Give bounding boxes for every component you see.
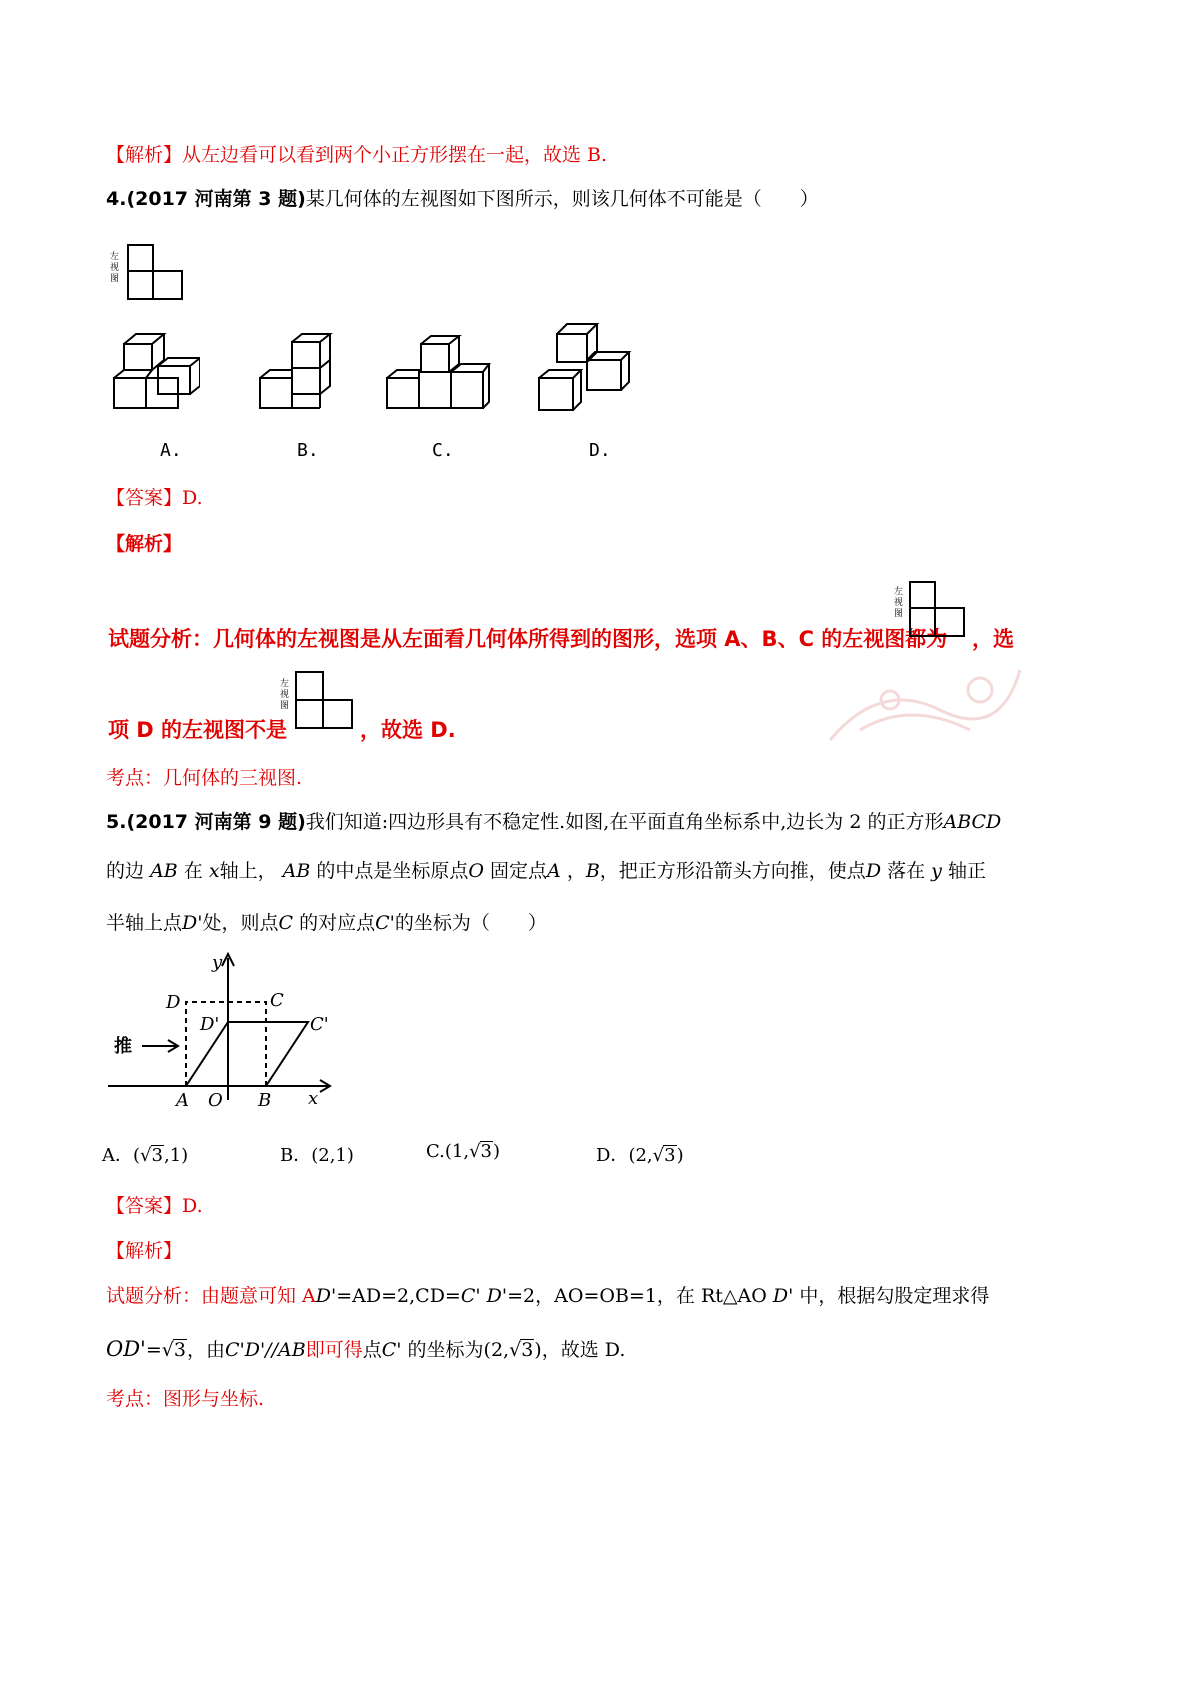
option-open: (2, [628,1145,653,1166]
label-y: y [212,952,223,973]
q4-analysis-line-2-tail: ，故选 D. [360,718,456,742]
point-a: A [547,860,561,882]
text: 点 [362,1339,382,1361]
answer-tag: 【答案】 [106,487,183,509]
math: 3 [173,1339,186,1361]
q4-stem [106,185,819,213]
text: 半轴上点 [106,912,183,934]
q5-option-a: A．(√3,1) [102,1145,189,1166]
q5-number: 5. [106,811,127,833]
option-letter: A． [102,1145,133,1166]
coordinate-figure [104,950,344,1110]
left-view-inline-2 [272,670,354,732]
answer-tag: 【答案】 [106,1195,183,1217]
text: 固定点 [490,860,548,882]
segment-ab: AB [150,860,178,882]
analysis-tag: 【解析】 [106,533,183,555]
text: 的坐标为 [407,1339,484,1361]
answer-value: D. [182,1195,203,1217]
text: 即可得 [305,1339,363,1361]
square-name: ABCD [943,811,1002,833]
text: 的对应点 [299,912,376,934]
text: 中，根据勾股定理求得 [799,1285,990,1307]
q5-analysis-tag [106,1237,182,1265]
q5-stem-2 [106,857,986,885]
math: C'D'//AB [224,1339,306,1361]
x-var: x [208,860,220,882]
option-rest: ) [493,1141,501,1162]
option-open: ( [133,1145,141,1166]
q5-analysis-line-2: OD'=√3，由C'D'//AB即可得点C' 的坐标为(2,√3)，故选 D. [106,1337,626,1361]
math: D' [486,1285,508,1307]
text: ，把正方形沿箭头方向推，使点 [599,860,866,882]
point-b: B [585,860,600,882]
text: (2, [483,1339,510,1361]
text: ，由 [186,1339,225,1361]
label-b: B [258,1090,272,1110]
q5-analysis-line-1 [106,1282,989,1310]
option-d-figure [533,320,633,414]
option-a-label: A. [160,440,182,461]
option-d-label: D. [589,440,611,461]
option-rest: ) [676,1145,684,1166]
option-a-figure [108,330,200,414]
watermark-decoration [820,640,1030,750]
point-c: C [278,912,294,934]
push-label: 推 [114,1036,132,1057]
q4-analysis-line-1: 试题分析：几何体的左视图是从左面看几何体所得到的图形，选项 A、B、C 的左视图都为 [108,627,948,651]
q5-answer [106,1192,203,1220]
q5-option-b [280,1141,354,1167]
text: ，故选 D. [541,1339,626,1361]
q4-analysis-tag [106,530,182,558]
q3-analysis [106,141,607,169]
left-view-label: 左视图 [110,252,120,284]
kaodian-text: 考点：几何体的三视图. [106,767,303,789]
q4-analysis-line-1-tail: ，选 [972,627,1014,651]
text: 的边 [106,860,145,882]
segment-ab: AB [282,860,311,882]
option-root: 3 [480,1141,492,1162]
left-view-figure [104,243,186,301]
option-root: 3 [151,1145,163,1166]
analysis-tag: 【解析】 [106,144,183,166]
text: 的坐标为（ ） [394,912,547,934]
q4-analysis-line-2: 项 D 的左视图不是 [108,718,288,742]
option-letter: B． [280,1145,312,1166]
q4-answer [106,484,203,512]
answer-value: D. [182,487,203,509]
q4-number: 4. [106,188,127,210]
q4-stem-text: 某几何体的左视图如下图所示，则该几何体不可能是（ ） [305,188,819,210]
text: 轴上， [219,860,277,882]
q5-source: (2017 河南第 9 题) [126,811,306,833]
text: 试题分析：由题意可知 A [106,1285,316,1307]
text: 轴正 [947,860,986,882]
option-letter: C. [426,1141,445,1162]
q4-source: (2017 河南第 3 题) [126,188,306,210]
option-open: (1, [444,1141,470,1162]
math: C' [460,1285,481,1307]
option-b-label: B. [297,440,319,461]
q5-stem-3 [106,909,547,937]
q4-kaodian [106,764,302,792]
svg-text:左视图: 左视图 [280,679,290,711]
label-a: A [176,1090,189,1110]
svg-text:左视图: 左视图 [894,587,904,619]
text: ) [534,1339,542,1361]
q5-kaodian [106,1385,264,1413]
label-d: D [166,992,181,1013]
option-rest: ,1) [163,1145,189,1166]
math: D' [772,1285,794,1307]
option-letter: D． [596,1145,629,1166]
analysis-text: 从左边看可以看到两个小正方形摆在一起，故选 B. [182,144,608,166]
text: = [145,1339,162,1361]
point-cprime: C' [375,912,395,934]
math: 3 [521,1339,534,1361]
y-var: y [931,860,942,882]
q5-option-d: D．(2,√3) [596,1145,684,1166]
q5-stem-1 [106,808,1001,836]
text: 处，则点 [202,912,279,934]
option-root: 3 [664,1145,676,1166]
text: ， [566,860,586,882]
text: 在 [183,860,203,882]
analysis-tag: 【解析】 [106,1240,183,1262]
text: =2，AO=OB=1，在 Rt△AO [507,1285,767,1307]
left-view-inline-1 [886,580,968,640]
label-c: C [270,990,284,1011]
point-dprime: D' [182,912,203,934]
label-o: O [208,1090,223,1110]
option-c-label: C. [432,440,454,461]
option-c-figure [383,330,493,414]
point-o: O [468,860,484,882]
label-dprime: D' [200,1014,220,1035]
q5-stem-1-text: 我们知道:四边形具有不稳定性.如图,在平面直角坐标系中,边长为 2 的正方形 [305,811,944,833]
point-d: D [865,860,882,882]
label-cprime: C' [310,1014,329,1035]
text: 的中点是坐标原点 [316,860,469,882]
label-x: x [308,1088,319,1109]
option-b-figure [252,330,336,414]
q5-option-c: C.(1,√3) [426,1141,501,1162]
math: OD' [106,1337,146,1361]
math: C' [381,1339,402,1361]
math: D' [315,1285,337,1307]
option-open: (2,1) [311,1145,354,1166]
text: 落在 [887,860,926,882]
kaodian-text: 考点：图形与坐标. [106,1388,265,1410]
text: =AD=2,CD= [336,1285,461,1307]
